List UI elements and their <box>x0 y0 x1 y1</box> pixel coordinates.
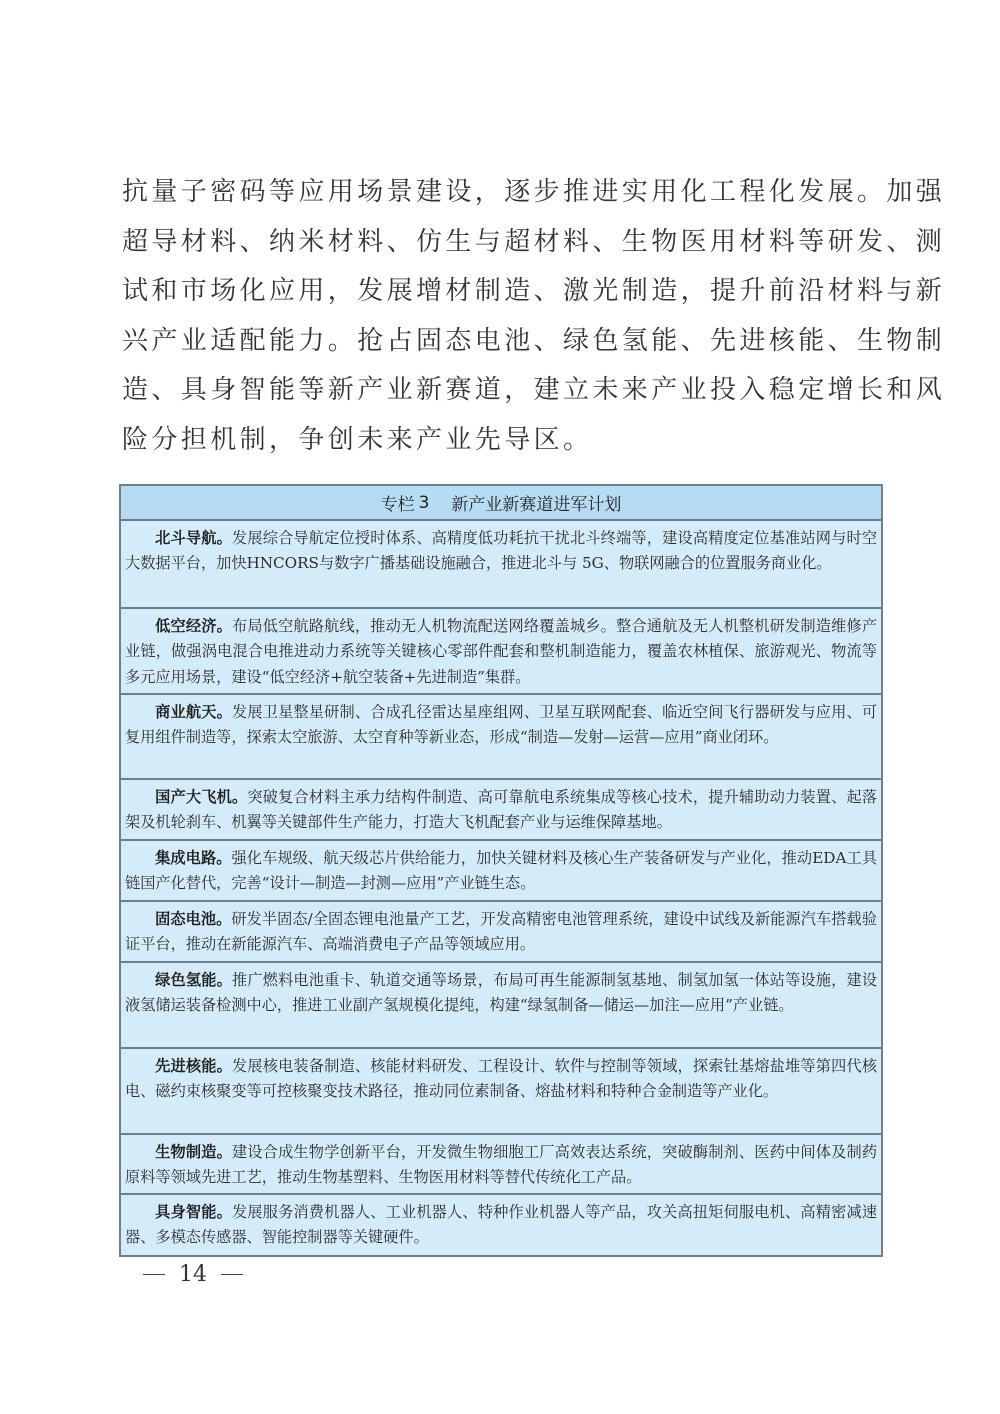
feature-item-hydrogen <box>121 963 881 1049</box>
feature-item-text: 强化车规级、航天级芯片供给能力，加快关键材料及核心生产装备研发与产业化，推动EDA工具链国产化替代，完善“设计—制造—封测—应用”产业链生态。 <box>125 849 878 893</box>
feature-item-term: 生物制造。 <box>155 1143 232 1161</box>
dash-left <box>143 1274 165 1276</box>
feature-item-term: 固态电池。 <box>155 910 232 928</box>
feature-item-term: 先进核能。 <box>155 1057 232 1075</box>
feature-item-text: 发展综合导航定位授时体系、高精度低功耗抗干扰北斗终端等，建设高精度定位基准站网与时空大数据平台，加快HNCORS与数字广播基础设施融合，推进北斗与 5G、物联网融合的位置服务商业化。 <box>125 529 878 573</box>
feature-item-solid-battery <box>121 902 881 963</box>
body-line: 险分担机制，争创未来产业先导区。 <box>122 424 593 455</box>
dash-right <box>221 1274 243 1276</box>
feature-box-title: 新产业新赛道进军计划 <box>451 495 622 515</box>
feature-item-low-altitude <box>121 609 881 695</box>
body-line: 造、具身智能等新产业新赛道，建立未来产业投入稳定增长和风 <box>122 375 946 406</box>
page-number: 14 <box>179 1262 207 1287</box>
feature-item-term: 集成电路。 <box>155 849 232 867</box>
feature-item-text: 突破复合材料主承力结构件制造、高可靠航电系统集成等核心技术，提升辅助动力装置、起落架及机轮刹车、机翼等关键部件生产能力，打造大飞机配套产业与运维保障基地。 <box>125 788 878 832</box>
feature-box-number: 3 <box>418 492 430 513</box>
body-line: 试和市场化应用，发展增材制造、激光制造，提升前沿材料与新 <box>122 276 946 307</box>
feature-item-biomanufacturing <box>121 1135 881 1195</box>
body-line: 兴产业适配能力。抢占固态电池、绿色氢能、先进核能、生物制 <box>122 325 946 356</box>
feature-item-nuclear <box>121 1049 881 1135</box>
feature-item-text: 建设合成生物学创新平台，开发微生物细胞工厂高效表达系统，突破酶制剂、医药中间体及制药原料等领域先进工艺，推动生物基塑料、生物医用材料等替代传统化工产品。 <box>125 1143 878 1187</box>
feature-box-header <box>121 486 881 521</box>
feature-item-text: 发展服务消费机器人、工业机器人、特种作业机器人等产品，攻关高扭矩伺服电机、高精密减速器、多模态传感器、智能控制器等关键硬件。 <box>125 1203 878 1247</box>
feature-item-text: 发展卫星整星研制、合成孔径雷达星座组网、卫星互联网配套、临近空间飞行器研发与应用、可复用组件制造等，探索太空旅游、太空育种等新业态，形成“制造—发射—运营—应用”商业闭环。 <box>125 703 878 747</box>
feature-item-text: 推广燃料电池重卡、轨道交通等场景，布局可再生能源制氢基地、制氢加氢一体站等设施，建设液氢储运装备检测中心，推进工业副产氢规模化提纯，构建“绿氢制备—储运—加注—应用”产业链。 <box>125 971 878 1015</box>
feature-item-term: 北斗导航。 <box>155 529 232 547</box>
feature-item-text: 研发半固态/全固态锂电池量产工艺，开发高精密电池管理系统，建设中试线及新能源汽车搭载验证平台，推动在新能源汽车、高端消费电子产品等领域应用。 <box>125 910 877 954</box>
feature-item-term: 具身智能。 <box>155 1203 232 1221</box>
feature-item-embodied-ai <box>121 1195 881 1255</box>
feature-item-aircraft <box>121 780 881 841</box>
feature-item-commercial-space <box>121 695 881 780</box>
feature-item-term: 商业航天。 <box>155 703 232 721</box>
feature-item-ic <box>121 841 881 902</box>
feature-item-term: 低空经济。 <box>155 617 232 635</box>
feature-item-term: 绿色氢能。 <box>155 971 232 989</box>
body-line: 抗量子密码等应用场景建设，逐步推进实用化工程化发展。加强 <box>122 177 946 207</box>
body-line: 超导材料、纳米材料、仿生与超材料、生物医用材料等研发、测 <box>122 226 946 257</box>
page-footer <box>143 1262 243 1287</box>
feature-item-term: 国产大飞机。 <box>155 788 248 806</box>
feature-box-label: 专栏 <box>380 495 415 515</box>
feature-item-beidou <box>121 521 881 609</box>
body-paragraph <box>122 168 946 466</box>
feature-item-text: 发展核电装备制造、核能材料研发、工程设计、软件与控制等领域，探索钍基熔盐堆等第四代核电、磁约束核聚变等可控核聚变技术路径，推动同位素制备、熔盐材料和特种合金制造等产业化。 <box>125 1057 878 1101</box>
feature-item-text: 布局低空航路航线，推动无人机物流配送网络覆盖城乡。整合通航及无人机整机研发制造维修产业链，做强涡电混合电推进动力系统等关键核心零部件配套和整机制造能力，覆盖农林植保、旅游观光、物流等多元应用场景，建设“低空经济+航空装备+先进制造”集群。 <box>125 617 878 686</box>
feature-box <box>119 484 883 1257</box>
